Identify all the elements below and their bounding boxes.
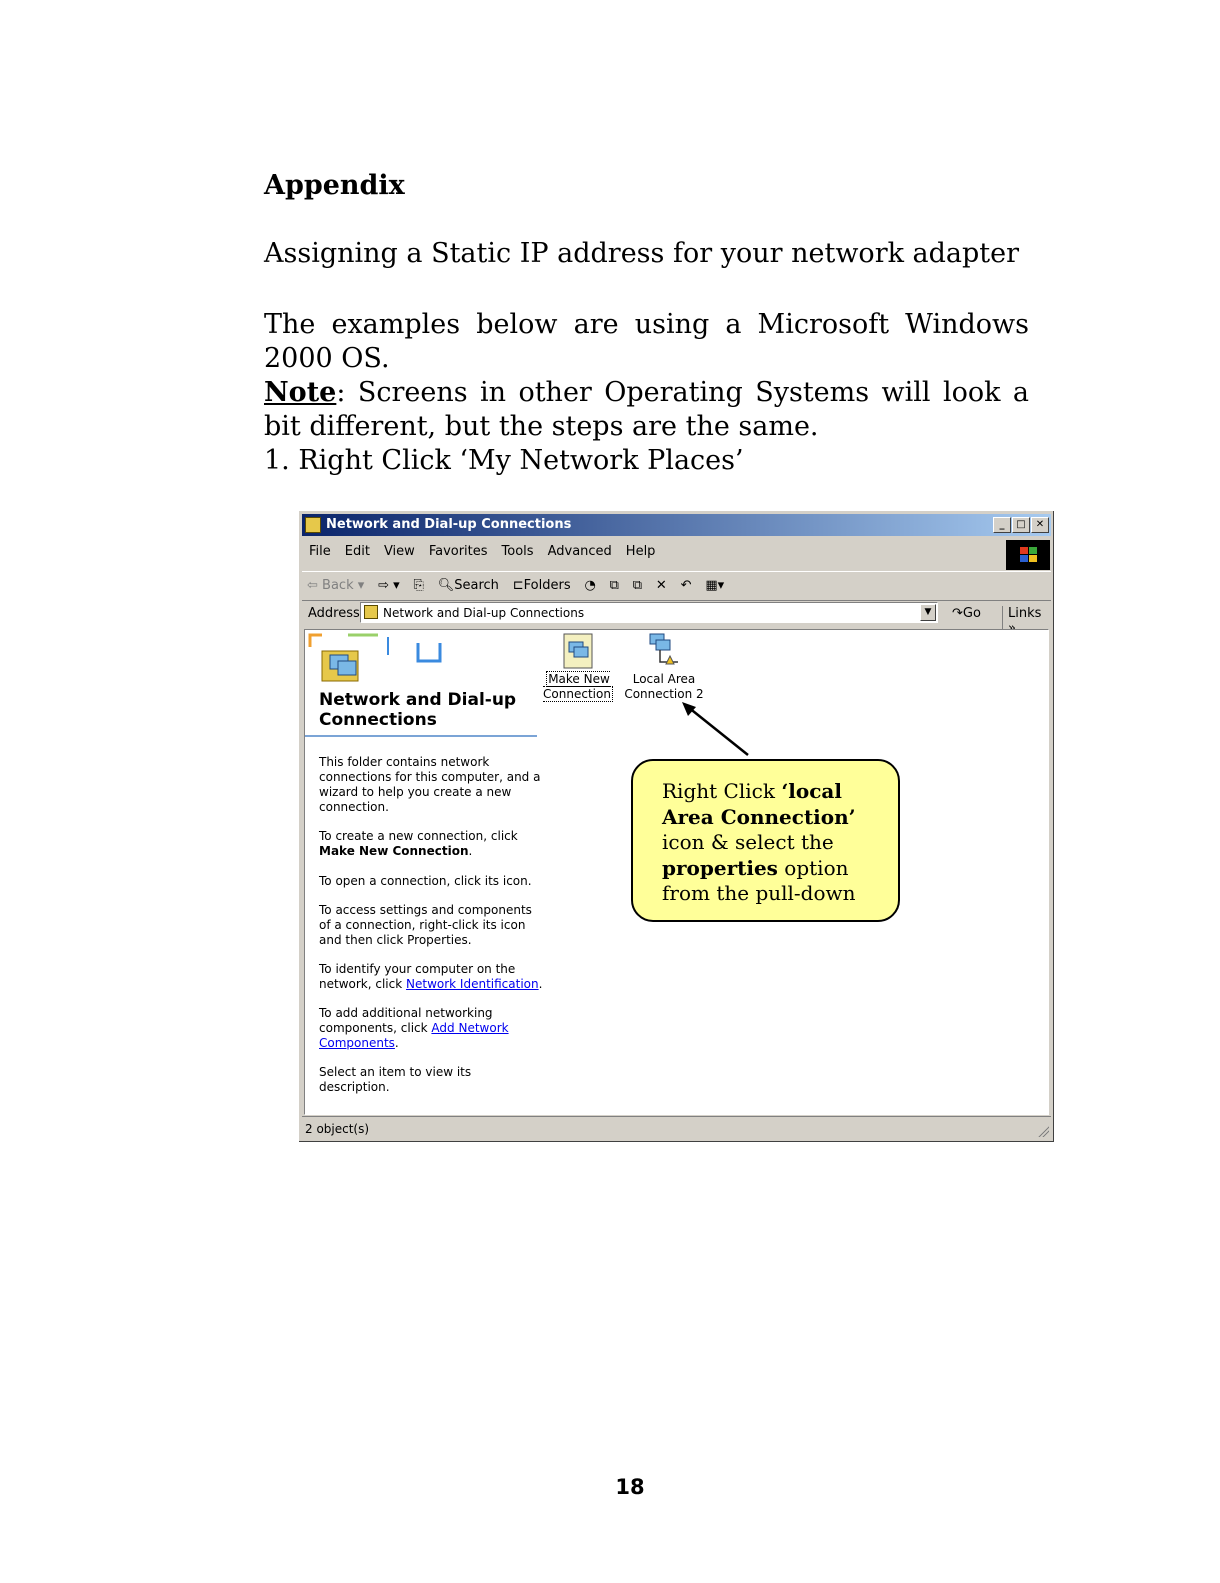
note-colon: :: [336, 377, 346, 408]
pane-desc-3: To open a connection, click its icon.: [319, 874, 532, 888]
callout-bold-4: properties: [662, 855, 778, 880]
search-label: Search: [454, 578, 499, 593]
intro-paragraph: [264, 308, 1029, 444]
pane-desc-2: [319, 829, 544, 859]
page-number: 18: [615, 1475, 645, 1499]
move-to-icon[interactable]: ⧉: [609, 578, 619, 593]
pane-desc-2-end: .: [468, 844, 473, 858]
go-button[interactable]: ↷Go: [952, 606, 981, 621]
address-bar: [302, 600, 1051, 628]
menu-tools[interactable]: Tools: [501, 544, 534, 559]
pane-desc-2-text: To create a new connection, click: [319, 829, 518, 843]
folders-button[interactable]: [508, 572, 576, 599]
folders-label: Folders: [523, 578, 571, 593]
appendix-heading: Appendix: [264, 170, 405, 201]
pane-divider: [305, 735, 537, 737]
callout-text-4: option: [777, 855, 849, 880]
pane-desc-7: Select an item to view its description.: [319, 1065, 472, 1094]
address-value: Network and Dial-up Connections: [383, 606, 585, 620]
maximize-button[interactable]: □: [1012, 517, 1030, 533]
section-subtitle: Assigning a Static IP address for your network adapter: [264, 238, 1020, 269]
callout-text-5: from the pull-down: [662, 881, 856, 905]
windows-logo-icon: [1006, 540, 1050, 570]
pane-desc-6: [319, 1006, 544, 1051]
callout-text-1: Right Click: [662, 779, 782, 803]
callout-arrow-icon: [660, 695, 760, 760]
make-new-connection-icon: [561, 632, 595, 672]
pane-desc-5-end: .: [538, 977, 543, 991]
go-label: Go: [962, 606, 981, 621]
status-bar: [302, 1116, 1051, 1139]
links-label: Links: [1008, 606, 1042, 621]
forward-button[interactable]: ⇨ ▾: [378, 578, 400, 593]
folders-icon: ⊏: [512, 578, 524, 593]
resize-grip-icon[interactable]: [1037, 1125, 1049, 1137]
note-text: Screens in other Operating Systems will look a bit different, but the steps are the same.: [264, 377, 1029, 442]
callout-bold-2: Area Connection’: [662, 804, 856, 829]
pane-title-line1: Network and Dial-up: [319, 690, 517, 710]
network-identification-link[interactable]: Network Identification: [406, 977, 539, 991]
pane-title-line2: Connections: [319, 710, 437, 730]
chevron-down-icon[interactable]: ▼: [920, 604, 936, 621]
up-folder-icon[interactable]: ⎘: [413, 578, 424, 593]
folder-icon: [305, 517, 321, 533]
local-area-line1: Local Area: [632, 672, 696, 686]
folder-icon: [364, 605, 378, 619]
note-label: Note: [264, 377, 337, 408]
back-button[interactable]: ⇦ Back ▾: [307, 578, 365, 593]
search-button[interactable]: [433, 572, 504, 599]
delete-icon[interactable]: ✕: [655, 578, 667, 593]
network-folder-graphic: [308, 633, 448, 688]
pane-desc-6-end: .: [394, 1036, 399, 1050]
make-new-connection-label: [543, 671, 613, 702]
history-icon[interactable]: ◔: [584, 578, 596, 593]
local-area-line2: Connection 2: [624, 687, 704, 701]
callout-bold-1: ‘local: [781, 779, 842, 803]
copy-to-icon[interactable]: ⧉: [632, 578, 643, 593]
menu-advanced[interactable]: Advanced: [547, 544, 612, 559]
views-icon[interactable]: ▦▾: [705, 578, 725, 593]
menu-favorites[interactable]: Favorites: [428, 544, 488, 559]
minimize-button[interactable]: _: [993, 517, 1011, 533]
close-button[interactable]: ✕: [1031, 517, 1049, 533]
menu-view[interactable]: View: [383, 544, 415, 559]
menu-help[interactable]: Help: [625, 544, 656, 559]
instruction-callout: [631, 759, 900, 922]
address-label: Address: [308, 606, 360, 621]
step-1-instruction: 1. Right Click ‘My Network Places’: [264, 445, 744, 476]
title-bar[interactable]: [302, 514, 1051, 536]
search-icon: 🔍︎: [437, 578, 455, 593]
intro-text: The examples below are using a Microsoft Windows 2000 OS.: [264, 309, 1029, 374]
standard-toolbar: [302, 571, 1051, 601]
window-title: Network and Dial-up Connections: [326, 517, 572, 532]
status-text: 2 object(s): [305, 1122, 370, 1136]
callout-text-3: icon & select the: [662, 830, 834, 854]
menu-bar: [302, 539, 1051, 565]
address-input[interactable]: [360, 602, 938, 623]
menu-file[interactable]: File: [309, 544, 331, 559]
add-network-components-link[interactable]: Add Network Components: [319, 1021, 509, 1050]
make-new-line1: Make New: [548, 672, 610, 686]
menu-edit[interactable]: Edit: [344, 544, 370, 559]
undo-icon[interactable]: ↶: [680, 578, 692, 593]
make-new-connection-item[interactable]: [543, 632, 613, 702]
pane-desc-6-text: To add additional networking components, click: [319, 1006, 493, 1035]
pane-title: [319, 690, 516, 730]
pane-desc-5-text: To identify your computer on the network, click: [319, 962, 516, 991]
make-new-connection-text: Make New Connection: [319, 844, 469, 858]
back-arrow-icon: ⇦: [307, 578, 318, 593]
window-controls: [992, 517, 1049, 533]
make-new-line2: Connection: [543, 687, 611, 701]
pane-desc-5: [319, 962, 544, 992]
pane-desc-4: To access settings and components of a connection, right-click its icon and then click Properties.: [319, 903, 532, 947]
local-area-connection-item[interactable]: [623, 632, 705, 702]
back-label: Back: [322, 578, 354, 593]
pane-desc-1: This folder contains network connections for this computer, and a wizard to help you create a new connection.: [319, 755, 541, 814]
network-connection-icon: [644, 632, 684, 672]
